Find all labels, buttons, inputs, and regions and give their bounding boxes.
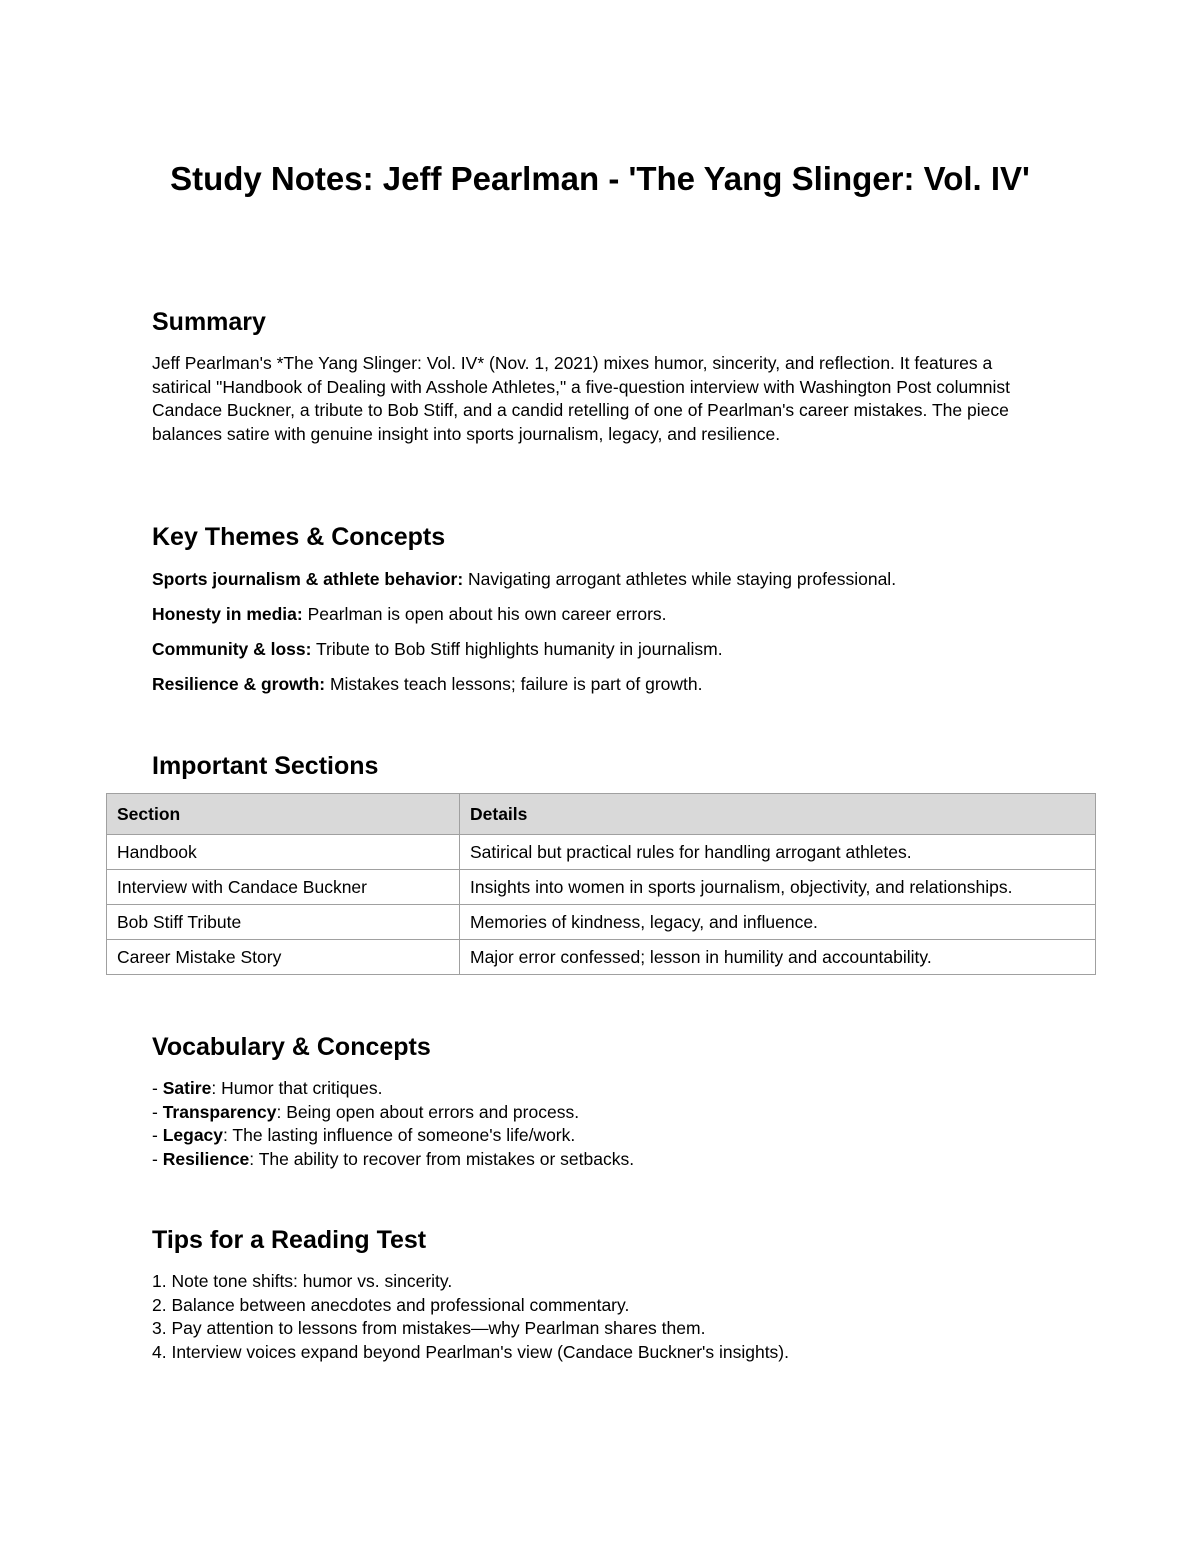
list-item: 4. Interview voices expand beyond Pearlman's view (Candace Buckner's insights). bbox=[152, 1341, 789, 1362]
sections-heading: Important Sections bbox=[152, 752, 379, 780]
vocab-prefix: - bbox=[152, 1078, 163, 1098]
table-row bbox=[107, 905, 1096, 940]
vocab-term: Transparency bbox=[162, 1101, 277, 1122]
theme-text: Navigating arrogant athletes while staying professional. bbox=[463, 569, 897, 589]
theme-term: Sports journalism & athlete behavior: bbox=[152, 569, 464, 589]
document-title: Study Notes: Jeff Pearlman - 'The Yang Slinger: Vol. IV' bbox=[170, 160, 1030, 197]
vocab-prefix: - bbox=[152, 1101, 163, 1122]
vocab-heading: Vocabulary & Concepts bbox=[152, 1033, 431, 1061]
theme-item bbox=[152, 603, 667, 625]
tips-list bbox=[152, 1270, 789, 1364]
table-cell: Insights into women in sports journalism, objectivity, and relationships. bbox=[460, 870, 1096, 905]
column-header: Details bbox=[460, 794, 1096, 835]
theme-item bbox=[152, 638, 723, 660]
summary-heading: Summary bbox=[152, 308, 266, 336]
vocab-text: : The ability to recover from mistakes or setbacks. bbox=[249, 1148, 635, 1169]
themes-heading: Key Themes & Concepts bbox=[152, 523, 446, 551]
theme-text: Pearlman is open about his own career errors. bbox=[302, 604, 667, 624]
theme-term: Honesty in media: bbox=[152, 604, 303, 624]
table-row bbox=[107, 835, 1096, 870]
table-cell: Interview with Candace Buckner bbox=[107, 870, 460, 905]
vocab-prefix: - bbox=[152, 1125, 163, 1145]
table-cell: Career Mistake Story bbox=[107, 940, 460, 975]
table-cell: Handbook bbox=[107, 835, 460, 870]
table-header-row bbox=[107, 794, 1096, 835]
summary-text: Jeff Pearlman's *The Yang Slinger: Vol. IV* (Nov. 1, 2021) mixes humor, sincerity, and reflection. It features a satirical "Handbook of Dealing with Asshole Athletes," a five-question interview with Washington Post columnist Candace Buckner, a tribute to Bob Stiff, and a candid retelling of one of Pearlman's career mistakes. The piece balances satire with genuine insight into sports journalism, legacy, and resilience. bbox=[152, 353, 1011, 444]
table-cell: Bob Stiff Tribute bbox=[107, 905, 460, 940]
table-cell: Satirical but practical rules for handling arrogant athletes. bbox=[460, 835, 1096, 870]
vocab-term: Resilience bbox=[162, 1148, 250, 1169]
list-item bbox=[152, 1101, 634, 1125]
vocab-term: Legacy bbox=[162, 1125, 224, 1145]
table-cell: Memories of kindness, legacy, and influence. bbox=[460, 905, 1096, 940]
list-item bbox=[152, 1124, 634, 1148]
table-cell: Major error confessed; lesson in humility and accountability. bbox=[460, 940, 1096, 975]
vocab-term: Satire bbox=[162, 1078, 212, 1098]
theme-text: Mistakes teach lessons; failure is part of growth. bbox=[325, 674, 703, 694]
theme-term: Resilience & growth: bbox=[152, 674, 326, 694]
list-item: 1. Note tone shifts: humor vs. sincerity. bbox=[152, 1271, 453, 1291]
vocab-prefix: - bbox=[152, 1148, 163, 1169]
list-item bbox=[152, 1077, 634, 1101]
vocab-list bbox=[152, 1077, 634, 1171]
table-row bbox=[107, 870, 1096, 905]
list-item: 3. Pay attention to lessons from mistakes—why Pearlman shares them. bbox=[152, 1318, 706, 1338]
theme-text: Tribute to Bob Stiff highlights humanity in journalism. bbox=[311, 639, 723, 659]
sections-table bbox=[106, 793, 1096, 975]
theme-item bbox=[152, 673, 702, 695]
vocab-text: : The lasting influence of someone's life/work. bbox=[223, 1125, 576, 1145]
theme-item bbox=[152, 568, 896, 590]
vocab-text: : Humor that critiques. bbox=[211, 1078, 383, 1098]
table-row bbox=[107, 940, 1096, 975]
tips-heading: Tips for a Reading Test bbox=[152, 1226, 427, 1254]
vocab-text: : Being open about errors and process. bbox=[276, 1101, 580, 1122]
column-header: Section bbox=[107, 794, 460, 835]
list-item bbox=[152, 1148, 634, 1172]
theme-term: Community & loss: bbox=[152, 639, 312, 659]
list-item: 2. Balance between anecdotes and professional commentary. bbox=[152, 1294, 630, 1315]
